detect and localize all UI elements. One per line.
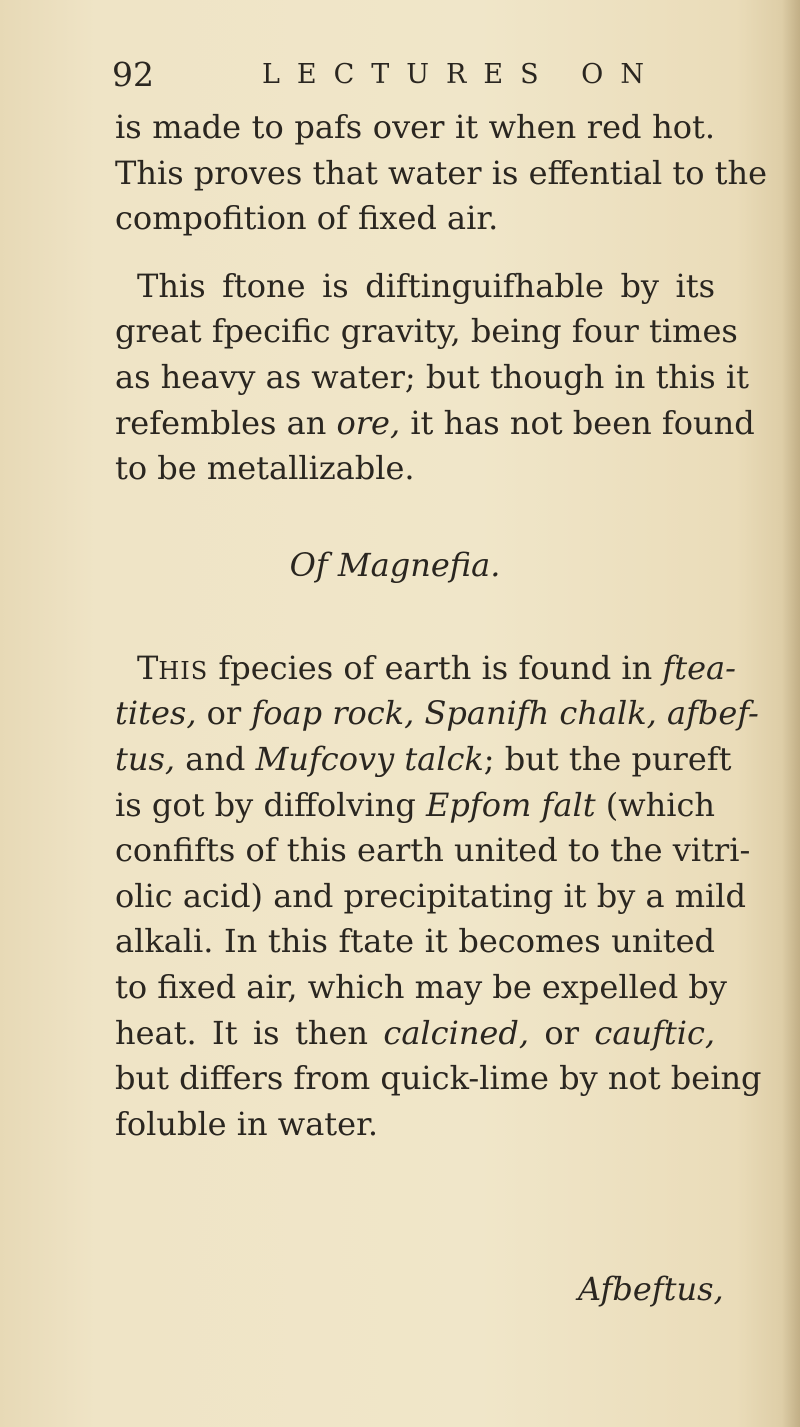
- text-line: This ftone is diftinguifhable by its: [137, 266, 715, 305]
- text-run: refembles an: [115, 403, 327, 442]
- text-run: fpecies of earth is found in: [218, 648, 653, 687]
- text-line: olic acid) and precipitating it by a mild: [115, 876, 746, 915]
- text-line: [115, 783, 715, 829]
- italic-term: Spanifh chalk,: [424, 694, 657, 733]
- text-line: [115, 1011, 715, 1057]
- text-run: heat. It is then: [115, 1013, 369, 1052]
- text-line: [115, 691, 759, 737]
- body-text: [115, 105, 768, 1147]
- italic-term: afbef-: [666, 694, 759, 733]
- text-run: or: [206, 694, 242, 733]
- text-run: and: [185, 739, 246, 778]
- text-line: [115, 646, 736, 692]
- page-header: [112, 52, 712, 102]
- text-run: is got by diffolving: [115, 785, 416, 824]
- text-line: foluble in water.: [115, 1104, 379, 1143]
- text-line: to be metallizable.: [115, 449, 415, 488]
- italic-term: ftea-: [662, 648, 736, 687]
- italic-term: Mufcovy talck: [255, 739, 484, 778]
- text-line: [115, 737, 732, 783]
- running-head: LECTURES ON: [262, 59, 661, 90]
- page-edge-shadow: [782, 0, 800, 1427]
- text-line: but differs from quick-lime by not being: [115, 1059, 762, 1098]
- text-line: compofition of fixed air.: [115, 199, 499, 238]
- italic-term: cauftic,: [594, 1013, 716, 1052]
- text-line: to fixed air, which may be expelled by: [115, 967, 727, 1006]
- text-line: is made to pafs over it when red hot.: [115, 108, 715, 146]
- text-line: confifts of this earth united to the vitri-: [115, 831, 751, 870]
- text-line: great fpecific gravity, being four times: [115, 312, 738, 351]
- italic-term: ore,: [336, 403, 401, 442]
- drop-letter: T: [137, 648, 159, 687]
- text-run: or: [544, 1013, 579, 1052]
- text-run: ; but the pureft: [483, 739, 732, 778]
- italic-term: tus,: [115, 739, 176, 778]
- italic-term: Epfom falt: [426, 785, 596, 824]
- text-line: This proves that water is effential to the: [115, 153, 768, 192]
- text-line: alkali. In this ftate it becomes united: [115, 922, 715, 961]
- text-line: [115, 401, 755, 447]
- page-number: 92: [112, 55, 154, 94]
- italic-term: foap rock,: [251, 694, 415, 733]
- small-caps-word: HIS: [158, 656, 209, 685]
- italic-term: calcined,: [383, 1013, 530, 1052]
- text-line: as heavy as water; but though in this it: [115, 357, 749, 396]
- section-heading: Of Magnefia.: [289, 545, 501, 584]
- text-run: it has not been found: [410, 403, 755, 442]
- text-run: (which: [605, 785, 716, 824]
- italic-term: tites,: [115, 694, 197, 733]
- catchword: Afbeftus,: [578, 1270, 724, 1308]
